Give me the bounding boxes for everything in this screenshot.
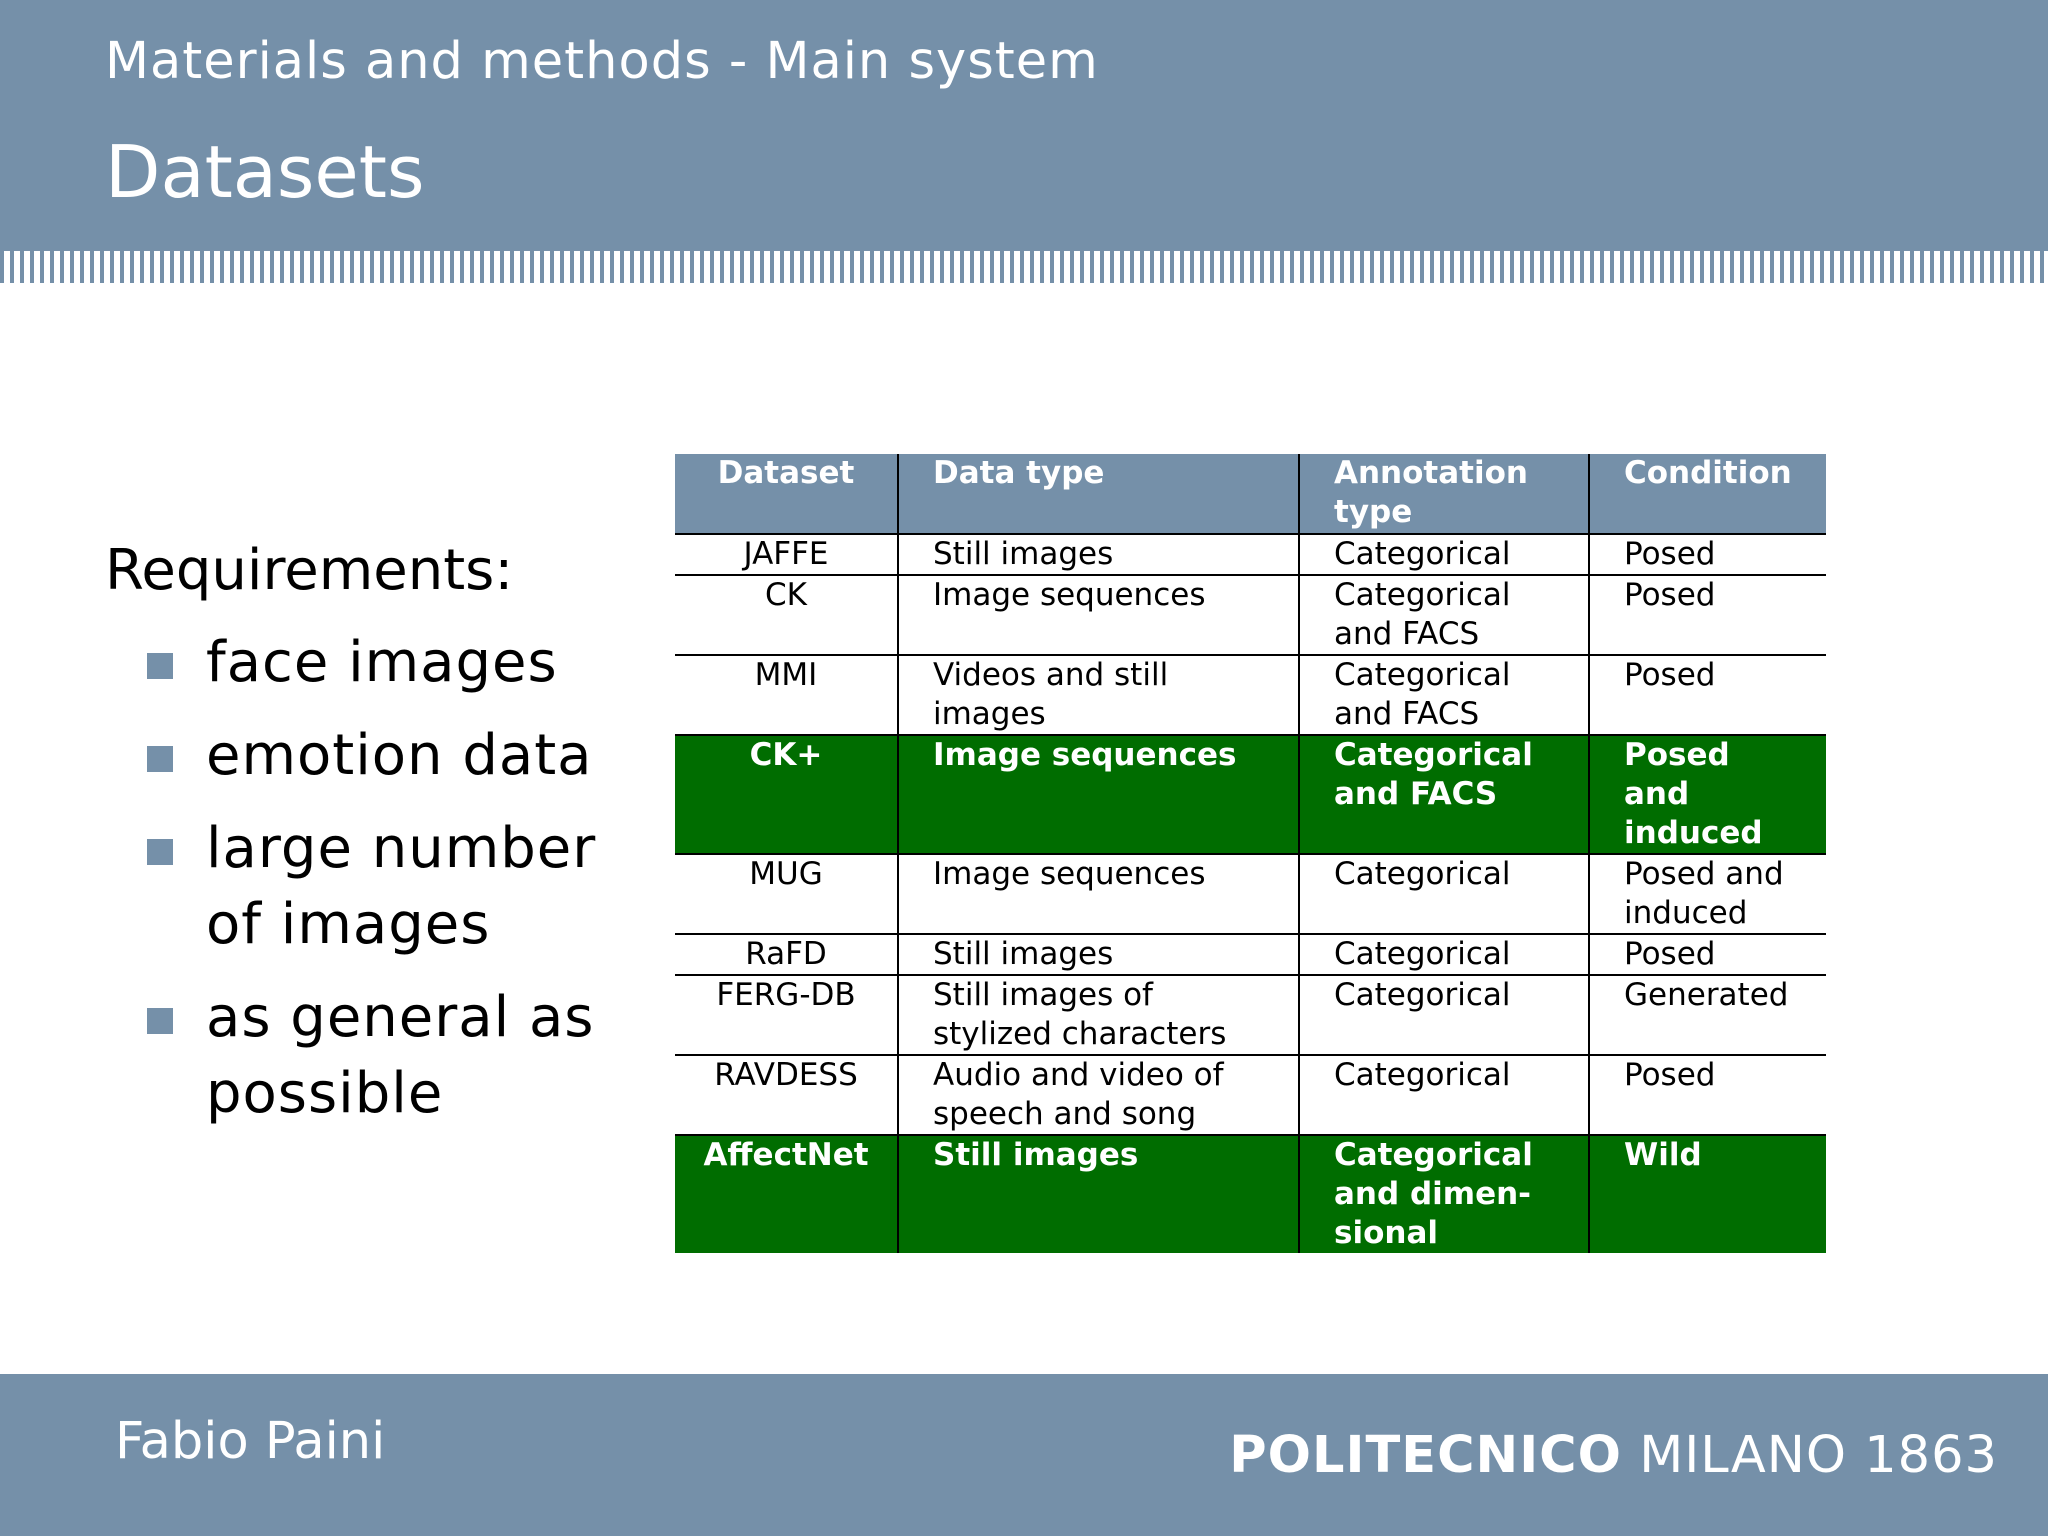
requirement-item: as general as possible <box>105 980 665 1132</box>
cell-condition: Posed <box>1589 575 1826 655</box>
square-bullet-icon <box>147 653 173 679</box>
slide-footer <box>0 1374 2048 1536</box>
cell-data-type: Still images <box>898 1135 1299 1253</box>
table-row <box>675 1135 1826 1253</box>
cell-annotation: Categorical and FACS <box>1299 655 1589 735</box>
table-row <box>675 854 1826 934</box>
square-bullet-icon <box>147 839 173 865</box>
cell-condition: Posed <box>1589 655 1826 735</box>
cell-dataset: JAFFE <box>675 534 898 575</box>
table-body <box>675 534 1826 1253</box>
table-row <box>675 534 1826 575</box>
author-name: Fabio Paini <box>115 1412 386 1471</box>
cell-dataset: CK <box>675 575 898 655</box>
cell-data-type: Still images of stylized characters <box>898 975 1299 1055</box>
cell-dataset: RAVDESS <box>675 1055 898 1135</box>
header-tick-border <box>0 247 2048 283</box>
table-row <box>675 735 1826 854</box>
cell-annotation: Categorical <box>1299 1055 1589 1135</box>
cell-dataset: AffectNet <box>675 1135 898 1253</box>
university-logo: POLITECNICO MILANO 1863 <box>1229 1426 1998 1485</box>
requirement-item: large number of images <box>105 811 665 963</box>
cell-data-type: Still images <box>898 934 1299 975</box>
cell-condition: Posed <box>1589 534 1826 575</box>
cell-dataset: MUG <box>675 854 898 934</box>
header-tick-base <box>0 247 2048 251</box>
cell-condition: Posed <box>1589 934 1826 975</box>
cell-dataset: MMI <box>675 655 898 735</box>
table-row <box>675 655 1826 735</box>
table-row <box>675 975 1826 1055</box>
datasets-table <box>675 454 1826 1253</box>
cell-condition: Posed and induced <box>1589 735 1826 854</box>
requirements-title: Requirements: <box>105 538 514 603</box>
section-title: Materials and methods - Main system <box>105 32 1099 91</box>
square-bullet-icon <box>147 1008 173 1034</box>
slide-title: Datasets <box>105 130 425 214</box>
table-row <box>675 934 1826 975</box>
cell-condition: Wild <box>1589 1135 1826 1253</box>
requirement-item: face images <box>105 625 665 701</box>
requirements-block <box>105 538 665 1149</box>
slide-header <box>0 0 2048 247</box>
cell-condition: Posed and induced <box>1589 854 1826 934</box>
cell-dataset: FERG-DB <box>675 975 898 1055</box>
requirement-item: emotion data <box>105 718 665 794</box>
cell-data-type: Audio and video of speech and song <box>898 1055 1299 1135</box>
table-row <box>675 575 1826 655</box>
cell-data-type: Image sequences <box>898 854 1299 934</box>
header-data-type: Data type <box>898 454 1299 534</box>
requirements-list <box>105 625 665 1132</box>
header-condition: Condition <box>1589 454 1826 534</box>
cell-data-type: Still images <box>898 534 1299 575</box>
header-annotation-type: Annotation type <box>1299 454 1589 534</box>
square-bullet-icon <box>147 746 173 772</box>
table-header-row <box>675 454 1826 534</box>
cell-dataset: CK+ <box>675 735 898 854</box>
table-row <box>675 1055 1826 1135</box>
cell-data-type: Image sequences <box>898 575 1299 655</box>
cell-annotation: Categorical and FACS <box>1299 735 1589 854</box>
cell-data-type: Videos and still images <box>898 655 1299 735</box>
cell-annotation: Categorical and FACS <box>1299 575 1589 655</box>
cell-condition: Generated <box>1589 975 1826 1055</box>
cell-data-type: Image sequences <box>898 735 1299 854</box>
cell-annotation: Categorical <box>1299 934 1589 975</box>
cell-dataset: RaFD <box>675 934 898 975</box>
header-dataset: Dataset <box>675 454 898 534</box>
cell-condition: Posed <box>1589 1055 1826 1135</box>
cell-annotation: Categorical <box>1299 975 1589 1055</box>
cell-annotation: Categorical <box>1299 854 1589 934</box>
cell-annotation: Categorical and dimen-sional <box>1299 1135 1589 1253</box>
cell-annotation: Categorical <box>1299 534 1589 575</box>
